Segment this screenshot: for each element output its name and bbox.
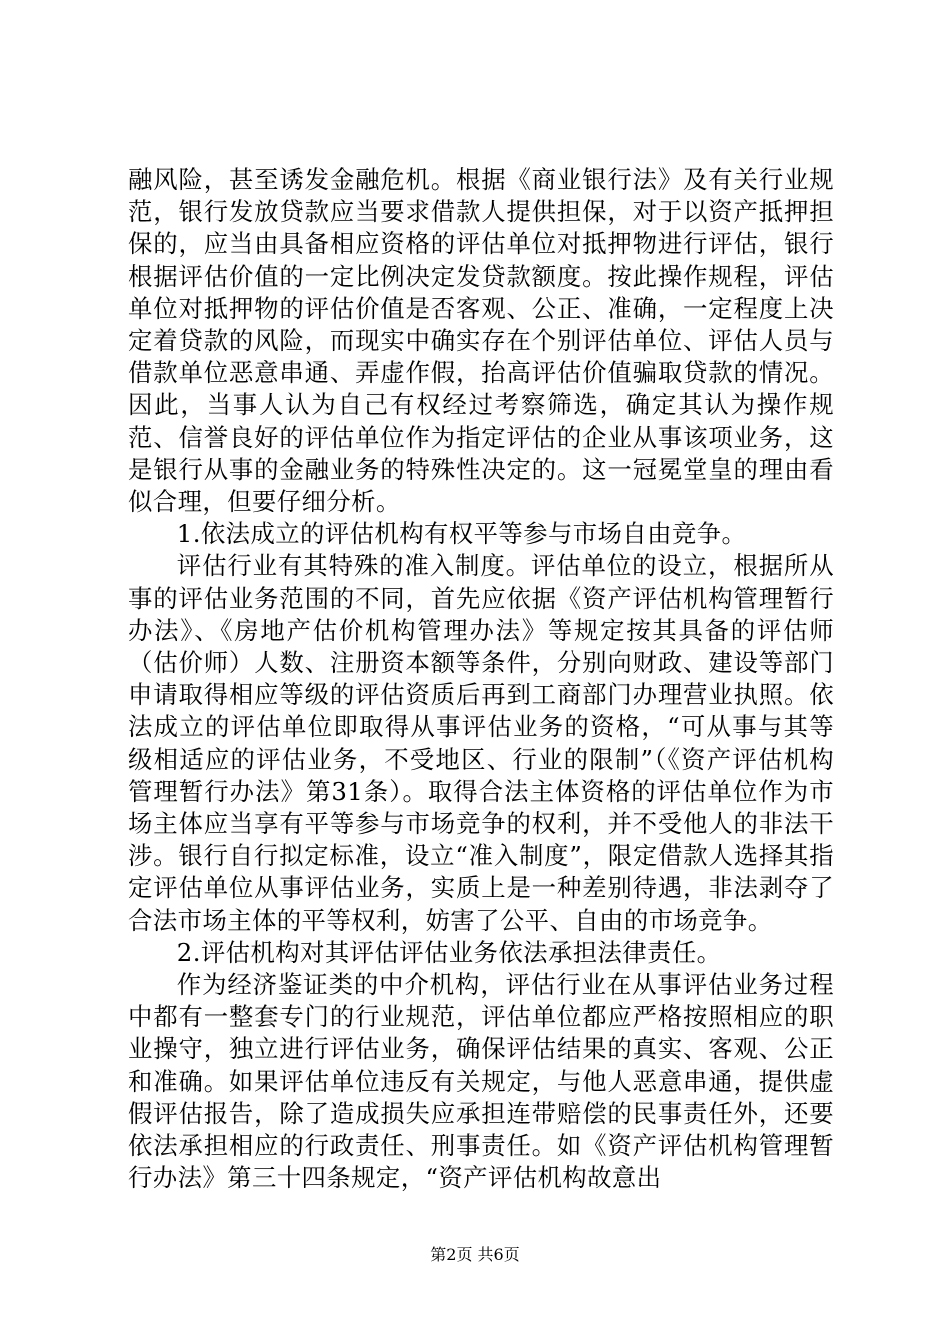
document-body [128,164,834,1195]
page-number-label: 第2页 共6页 [430,1245,520,1264]
paragraph-legal-liability: 作为经济鉴证类的中介机构，评估行业在从事评估业务过程中都有一整套专门的行业规范，评估单位都应严格按照相应的职业操守，独立进行评估业务，确保评估结果的真实、客观、公正和准确。如果评估单位违反有关规定，与他人恶意串通，提供虚假评估报告，除了造成损失应承担连带赔偿的民事责任外，还要依法承担相应的行政责任、刑事责任。如《资产评估机构管理暂行办法》第三十四条规定，“资产评估机构故意出 [128,970,834,1193]
section-heading-2: 2.评估机构对其评估评估业务依法承担法律责任。 [176,937,722,967]
page-footer [0,1245,950,1265]
paragraph-entry-system: 评估行业有其特殊的准入制度。评估单位的设立，根据所从事的评估业务范围的不同，首先应依据《资产评估机构管理暂行办法》、《房地产估价机构管理办法》等规定按其具备的评估师（估价师）人数、注册资本额等条件，分别向财政、建设等部门申请取得相应等级的评估资质后再到工商部门办理营业执照。依法成立的评估单位即取得从事评估业务的资格，“可从事与其等级相适应的评估业务，不受地区、行业的限制”（《资产评估机构管理暂行办法》第31条）。取得合法主体资格的评估单位作为市场主体应当享有平等参与市场竞争的权利，并不受他人的非法干涉。银行自行拟定标准，设立“准入制度”，限定借款人选择其指定评估单位从事评估业务，实质上是一种差别待遇，非法剥夺了合法市场主体的平等权利，妨害了公平、自由的市场竞争。 [128,551,834,935]
section-heading-1: 1.依法成立的评估机构有权平等参与市场自由竞争。 [176,519,747,549]
paragraph-continuation: 融风险，甚至诱发金融危机。根据《商业银行法》及有关行业规范，银行发放贷款应当要求借款人提供担保，对于以资产抵押担保的，应当由具备相应资格的评估单位对抵押物进行评估，银行根据评估价值的一定比例决定发贷款额度。按此操作规程，评估单位对抵押物的评估价值是否客观、公正、准确，一定程度上决定着贷款的风险，而现实中确实存在个别评估单位、评估人员与借款单位恶意串通、弄虚作假，抬高评估价值骗取贷款的情况。因此，当事人认为自己有权经过考察筛选，确定其认为操作规范、信誉良好的评估单位作为指定评估的企业从事该项业务，这是银行从事的金融业务的特殊性决定的。这一冠冕堂皇的理由看似合理，但要仔细分析。 [128,165,834,517]
